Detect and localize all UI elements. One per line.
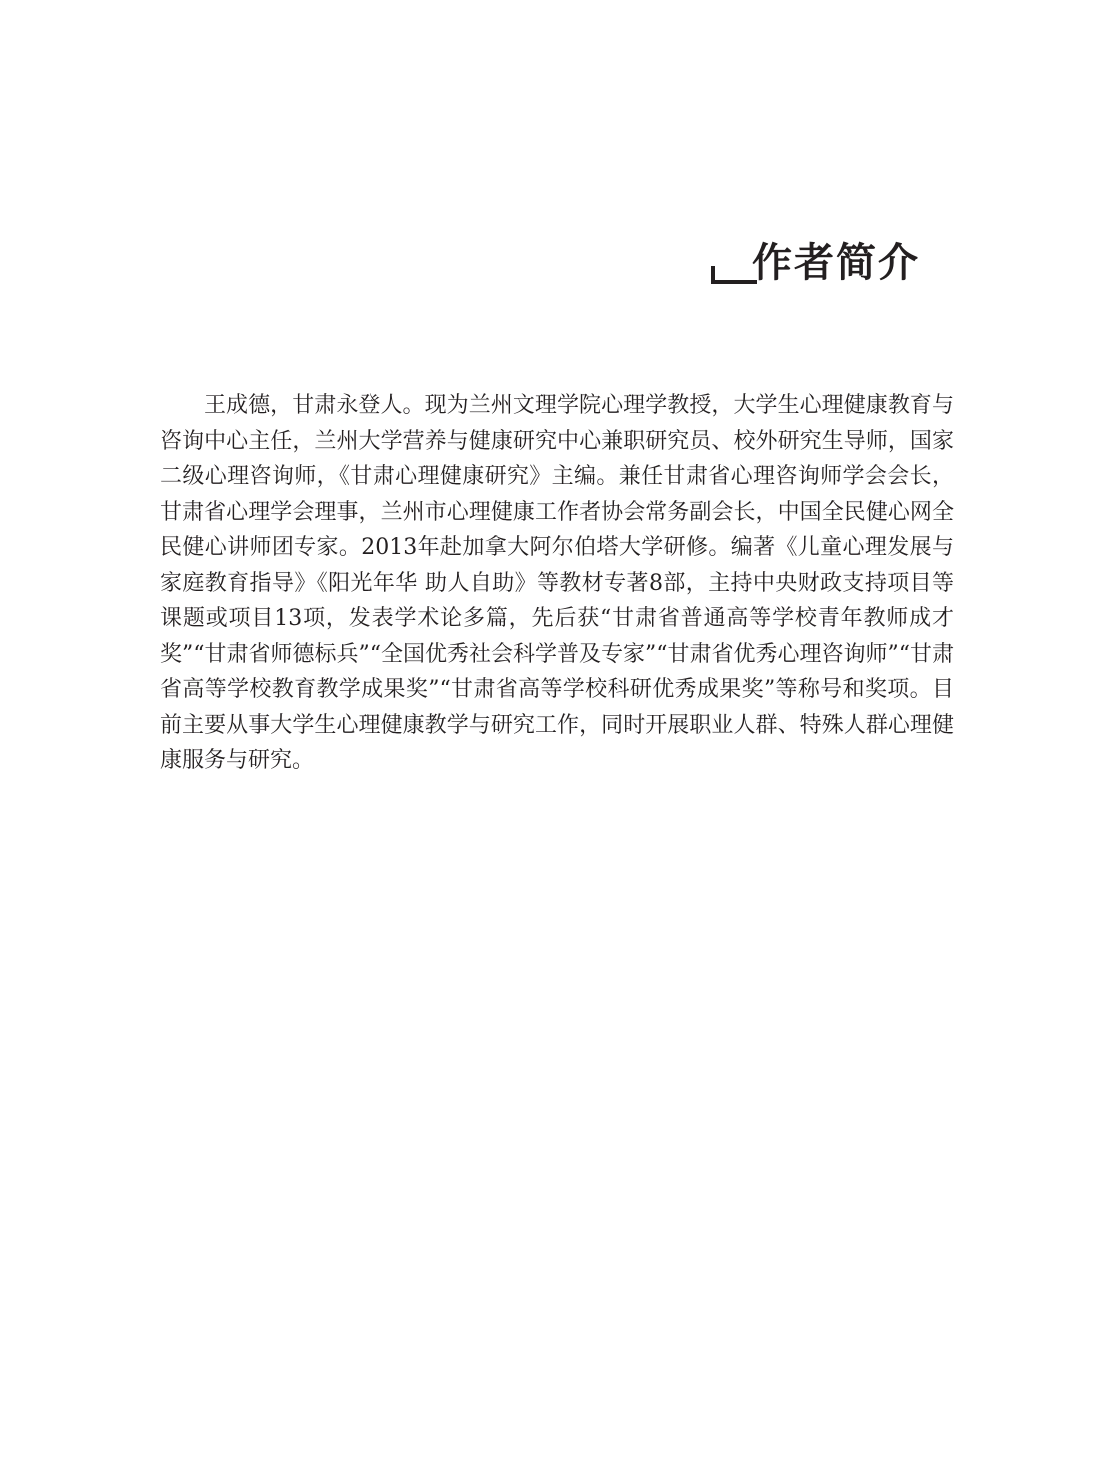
title-corner-mark bbox=[711, 266, 757, 284]
section-title: 作者简介 bbox=[752, 239, 920, 286]
author-bio-paragraph: 王成德，甘肃永登人。现为兰州文理学院心理学教授，大学生心理健康教育与咨询中心主任，兰州大学营养与健康研究中心兼职研究员、校外研究生导师，国家二级心理咨询师，《甘肃心理健康研究》主编。兼任甘肃省心理咨询师学会会长，甘肃省心理学会理事，兰州市心理健康工作者协会常务副会长，中国全民健心网全民健心讲师团专家。2013年赴加拿大阿尔伯塔大学研修。编著《儿童心理发展与家庭教育指导》《阳光年华 助人自助》等教材专著8部，主持中央财政支持项目等课题或项目13项，发表学术论多篇，先后获“甘肃省普通高等学校青年教师成才奖”“甘肃省师德标兵”“全国优秀社会科学普及专家”“甘肃省优秀心理咨询师”“甘肃省高等学校教育教学成果奖”“甘肃省高等学校科研优秀成果奖”等称号和奖项。目前主要从事大学生心理健康教学与研究工作，同时开展职业人群、特殊人群心理健康服务与研究。 bbox=[160, 393, 954, 773]
